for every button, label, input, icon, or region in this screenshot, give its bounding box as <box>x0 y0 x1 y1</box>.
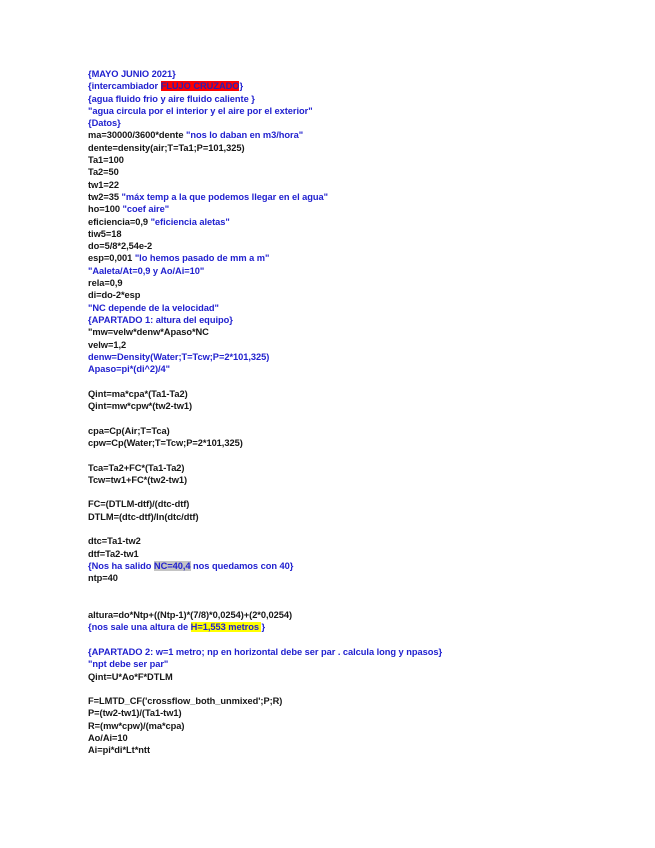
string-segment: "npt debe ser par" <box>88 659 169 670</box>
code-line <box>88 535 442 547</box>
code-line <box>88 191 442 203</box>
code-segment: Ai=pi*di*Lt*ntt <box>88 745 150 756</box>
code-line <box>88 609 442 621</box>
code-block <box>88 68 442 757</box>
code-line <box>88 142 442 154</box>
code-segment: Ao/Ai=10 <box>88 733 128 744</box>
code-segment: Qint=ma*cpa*(Ta1-Ta2) <box>88 388 188 399</box>
code-line <box>88 437 442 449</box>
code-segment: Qint=mw*cpw*(tw2-tw1) <box>88 401 193 412</box>
code-segment: F=LMTD_CF('crossflow_both_unmixed';P;R) <box>88 696 283 707</box>
code-segment: dtc=Ta1-tw2 <box>88 536 141 547</box>
code-segment: velw=1,2 <box>88 339 127 350</box>
code-line <box>88 105 442 117</box>
code-line <box>88 560 442 572</box>
code-line <box>88 720 442 732</box>
code-line <box>88 646 442 658</box>
code-line <box>88 339 442 351</box>
code-line <box>88 621 442 633</box>
code-segment: ntp=40 <box>88 573 118 584</box>
code-segment: Qint=U*Ao*F*DTLM <box>88 671 173 682</box>
comment-segment: } <box>261 622 266 633</box>
string-segment: "Aaleta/At=0,9 y Ao/Ai=10" <box>88 265 205 276</box>
comment-segment: } <box>239 81 244 92</box>
code-line <box>88 166 442 178</box>
comment-segment: {Datos} <box>88 118 121 129</box>
code-segment: Ta2=50 <box>88 167 119 178</box>
code-line <box>88 498 442 510</box>
code-segment: dente=density(air;T=Ta1;P=101,325) <box>88 142 245 153</box>
code-segment: do=5/8*2,54e-2 <box>88 241 153 252</box>
highlighted-text: H=1,553 metros <box>190 622 262 633</box>
code-line <box>88 129 442 141</box>
code-segment: FC=(DTLM-dtf)/(dtc-dtf) <box>88 499 190 510</box>
string-segment: "máx temp a la que podemos llegar en el agua" <box>121 191 329 202</box>
code-line <box>88 265 442 277</box>
string-segment: Apaso=pi*(di^2)/4" <box>88 364 171 375</box>
code-line <box>88 523 442 535</box>
comment-segment: {agua fluido frio y aire fluido caliente } <box>88 93 255 104</box>
code-line <box>88 548 442 560</box>
code-line <box>88 474 442 486</box>
code-line <box>88 179 442 191</box>
code-line <box>88 462 442 474</box>
code-segment: ho=100 <box>88 204 123 215</box>
code-line <box>88 93 442 105</box>
string-segment: "NC depende de la velocidad" <box>88 302 219 313</box>
comment-segment: {APARTADO 1: altura del equipo} <box>88 314 233 325</box>
code-line <box>88 695 442 707</box>
code-line <box>88 351 442 363</box>
code-segment: cpw=Cp(Water;T=Tcw;P=2*101,325) <box>88 437 243 448</box>
code-line <box>88 240 442 252</box>
string-segment: "nos lo daban en m3/hora" <box>185 130 304 141</box>
code-line <box>88 80 442 92</box>
code-line <box>88 449 442 461</box>
string-segment: "eficiencia aletas" <box>150 216 230 227</box>
code-segment: ma=30000/3600*dente <box>88 130 186 141</box>
code-line <box>88 203 442 215</box>
code-segment: tw2=35 <box>88 191 122 202</box>
code-segment: rela=0,9 <box>88 278 123 289</box>
code-line <box>88 572 442 584</box>
code-segment: DTLM=(dtc-dtf)/ln(dtc/dtf) <box>88 511 199 522</box>
code-segment: tiw5=18 <box>88 228 122 239</box>
comment-segment: {Nos ha salido <box>88 560 154 571</box>
code-line <box>88 732 442 744</box>
code-line <box>88 425 442 437</box>
code-segment: "mw=velw*denw*Apaso*NC <box>88 327 209 338</box>
string-segment: "coef aire" <box>122 204 170 215</box>
code-line <box>88 388 442 400</box>
code-segment: esp=0,001 <box>88 253 135 264</box>
comment-segment: nos quedamos con 40} <box>190 560 294 571</box>
code-line <box>88 597 442 609</box>
code-line <box>88 302 442 314</box>
code-segment: eficiencia=0,9 <box>88 216 151 227</box>
code-line <box>88 289 442 301</box>
highlighted-text: NC=40,4 <box>153 560 191 571</box>
code-segment: dtf=Ta2-tw1 <box>88 548 139 559</box>
code-line <box>88 412 442 424</box>
code-line <box>88 634 442 646</box>
code-segment: Ta1=100 <box>88 155 124 166</box>
code-line <box>88 744 442 756</box>
code-segment: altura=do*Ntp+((Ntp-1)*(7/8)*0,0254)+(2*0,0254) <box>88 610 293 621</box>
code-segment: R=(mw*cpw)/(ma*cpa) <box>88 720 185 731</box>
code-line <box>88 683 442 695</box>
comment-segment: {nos sale una altura de <box>88 622 191 633</box>
code-line <box>88 314 442 326</box>
code-line <box>88 326 442 338</box>
code-line <box>88 671 442 683</box>
highlighted-text: FLUJO CRUZADO <box>160 81 240 92</box>
code-line <box>88 707 442 719</box>
code-line <box>88 277 442 289</box>
code-segment: cpa=Cp(Air;T=Tca) <box>88 425 170 436</box>
code-line <box>88 584 442 596</box>
code-segment: Tca=Ta2+FC*(Ta1-Ta2) <box>88 462 185 473</box>
string-segment: "lo hemos pasado de mm a m" <box>134 253 270 264</box>
code-line <box>88 252 442 264</box>
code-line <box>88 117 442 129</box>
code-line <box>88 68 442 80</box>
code-line <box>88 363 442 375</box>
string-segment: "agua circula por el interior y el aire por el exterior" <box>88 105 313 116</box>
string-segment: denw=Density(Water;T=Tcw;P=2*101,325) <box>88 351 270 362</box>
comment-segment: {intercambiador <box>88 81 161 92</box>
code-line <box>88 511 442 523</box>
code-segment: tw1=22 <box>88 179 119 190</box>
code-line <box>88 228 442 240</box>
comment-segment: {APARTADO 2: w=1 metro; np en horizontal debe ser par . calcula long y npasos} <box>88 646 443 657</box>
comment-segment: {MAYO JUNIO 2021} <box>88 69 176 79</box>
code-line <box>88 375 442 387</box>
code-segment: di=do-2*esp <box>88 290 141 301</box>
code-line <box>88 486 442 498</box>
code-line <box>88 658 442 670</box>
code-segment: Tcw=tw1+FC*(tw2-tw1) <box>88 474 188 485</box>
code-segment: P=(tw2-tw1)/(Ta1-tw1) <box>88 708 182 719</box>
code-line <box>88 154 442 166</box>
code-line <box>88 216 442 228</box>
code-line <box>88 400 442 412</box>
